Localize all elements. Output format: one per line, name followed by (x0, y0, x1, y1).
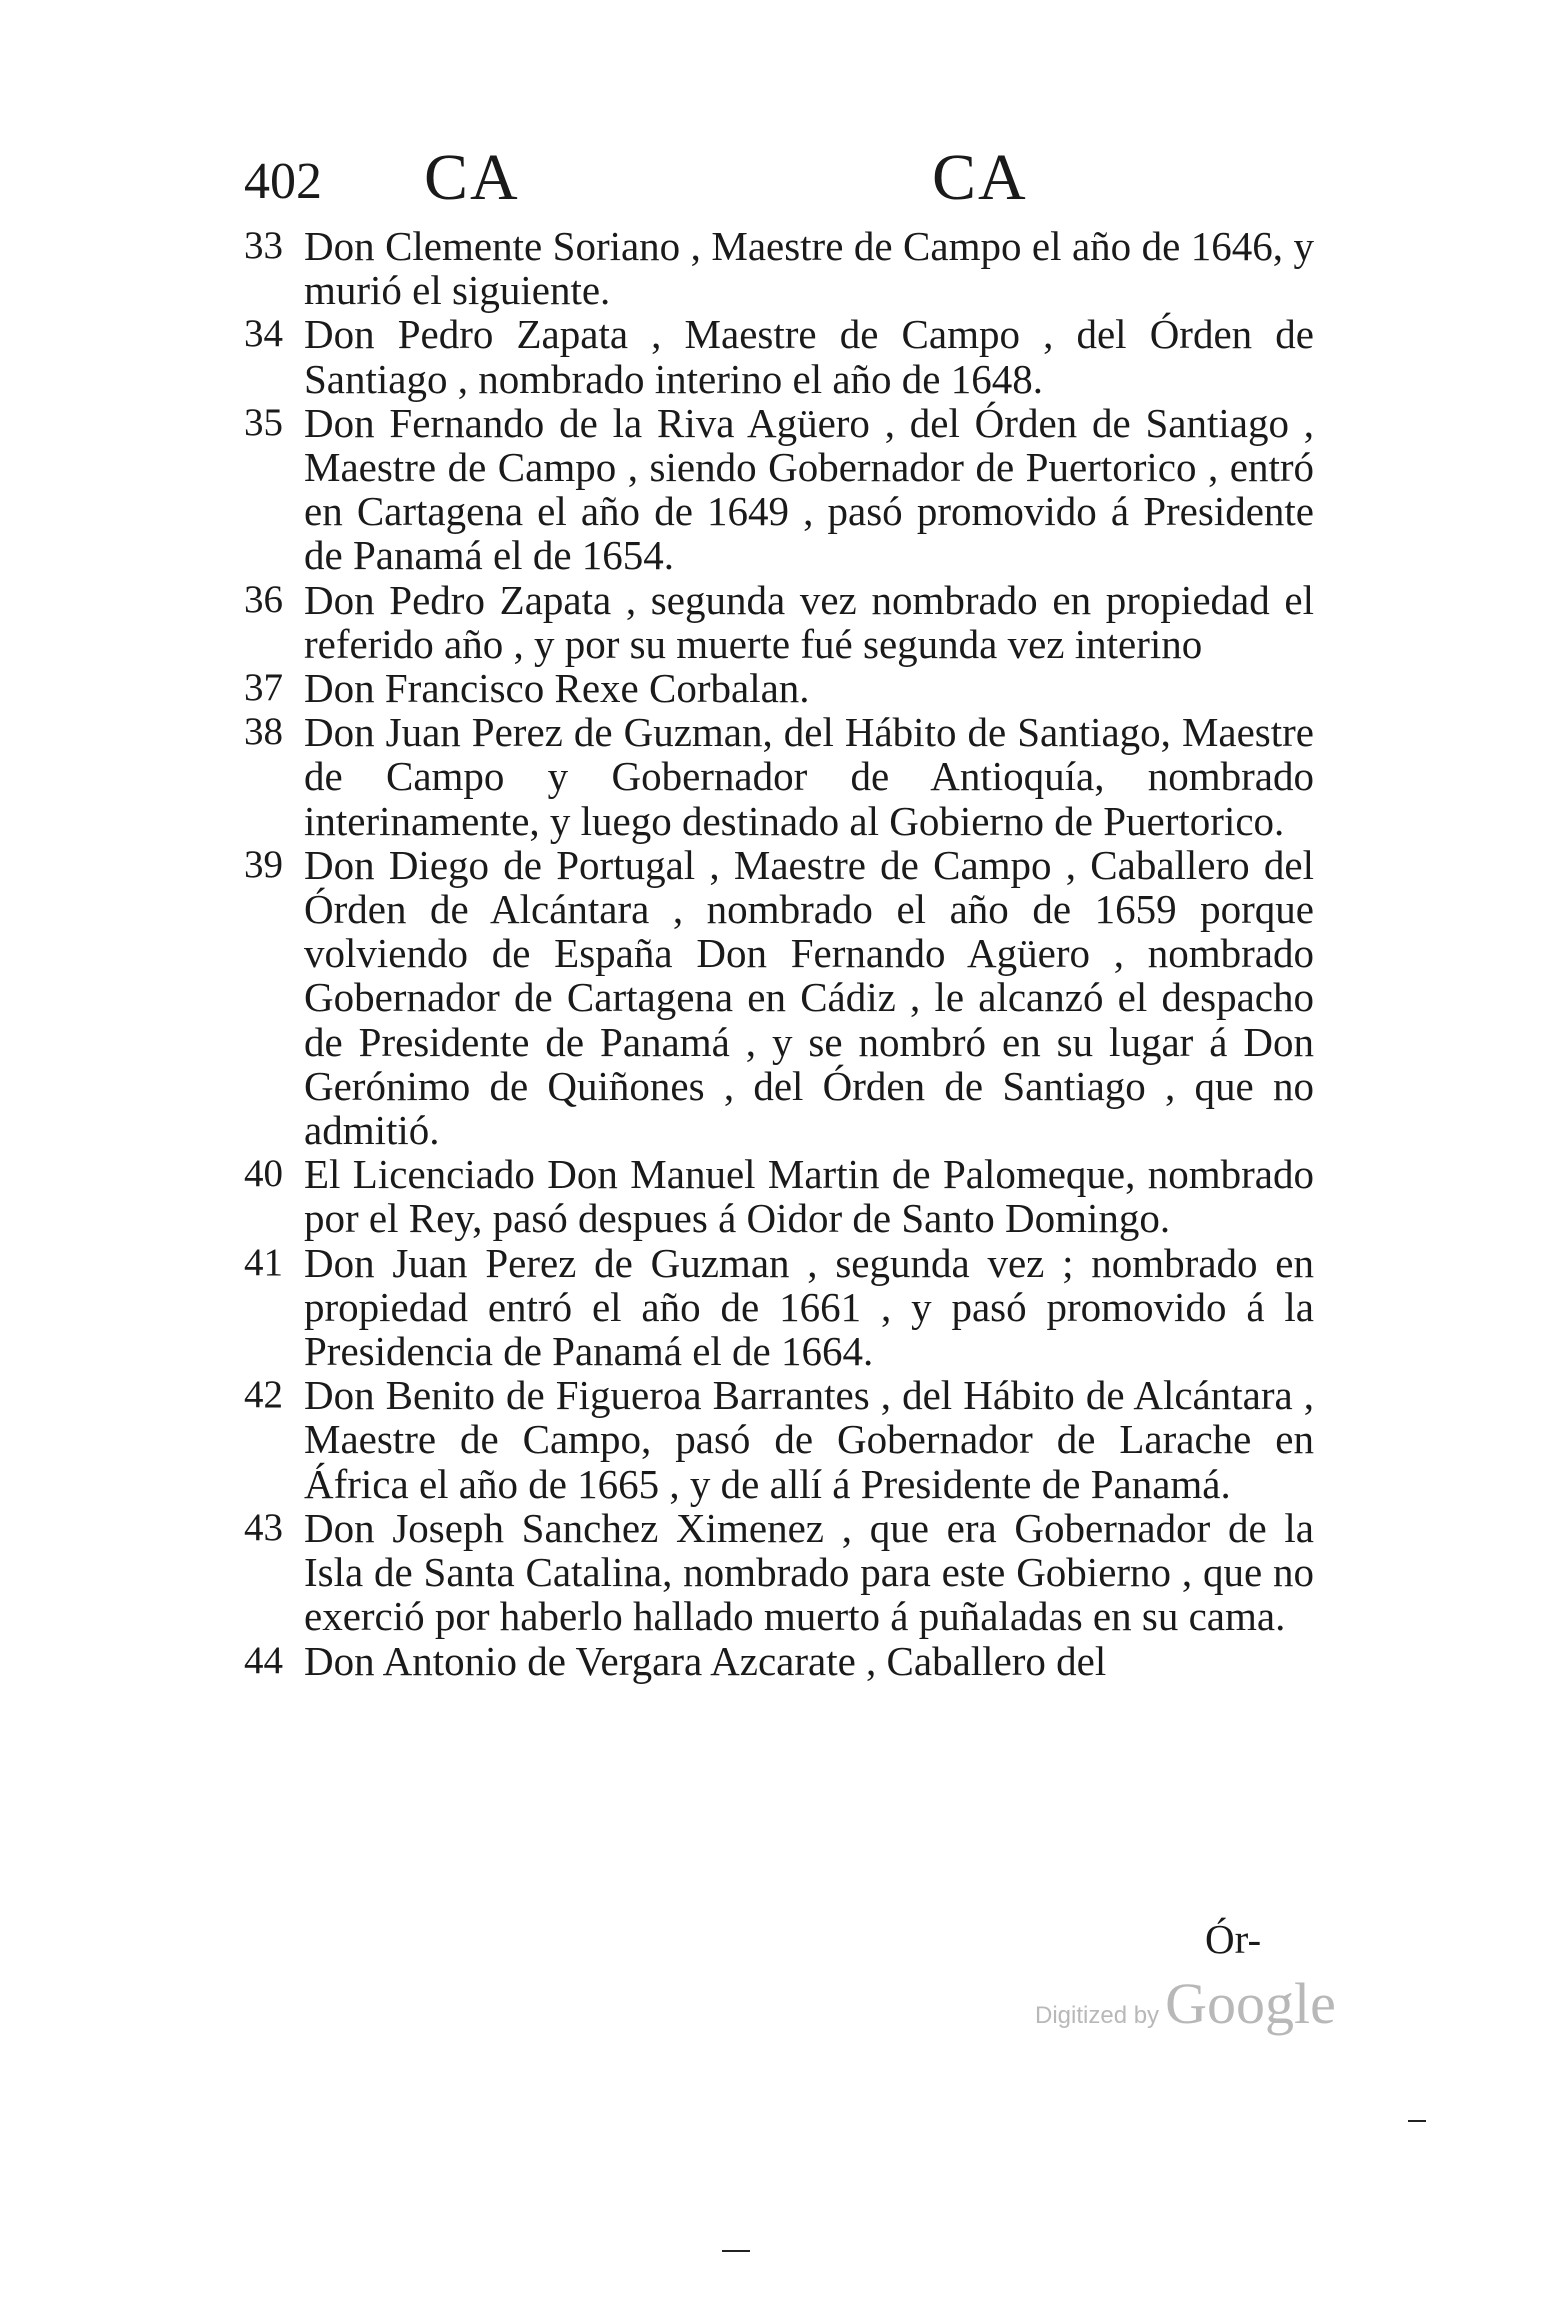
entry-number: 39 (244, 842, 283, 886)
entry-number: 43 (244, 1505, 283, 1549)
entry-number: 41 (244, 1240, 283, 1284)
entry-text: Don Pedro Zapata , Maestre de Campo , del Órden de Santiago , nombrado interino el año de 1648. (304, 311, 1314, 402)
list-entry-34 (244, 312, 1314, 400)
entry-number: 44 (244, 1638, 283, 1682)
entry-text: Don Pedro Zapata , segunda vez nombrado en propiedad el referido año , y por su muerte fué segunda vez interino (304, 576, 1314, 667)
running-head-right: CA (932, 141, 1028, 214)
list-entry-41 (244, 1241, 1314, 1374)
entry-text: El Licenciado Don Manuel Martin de Palomeque, nombrado por el Rey, pasó despues á Oidor de Santo Domingo. (304, 1151, 1314, 1242)
entry-number: 34 (244, 312, 283, 356)
watermark-prefix: Digitized by (1035, 2002, 1160, 2029)
entry-number: 40 (244, 1152, 283, 1196)
entry-text: Don Joseph Sanchez Ximenez , que era Gobernador de la Isla de Santa Catalina, nombrado para este Gobierno , que no exerció por haberlo hallado muerto á puñaladas en su cama. (304, 1504, 1314, 1640)
entry-text: Don Juan Perez de Guzman , segunda vez ; nombrado en propiedad entró el año de 1661 , y pasó promovido á la Presidencia de Panamá el de 1664. (304, 1239, 1314, 1375)
entry-number: 37 (244, 666, 283, 710)
list-entry-36 (244, 578, 1314, 666)
catchword: Ór- (1205, 1916, 1262, 1962)
entry-number: 33 (244, 224, 283, 267)
entry-text: Don Antonio de Vergara Azcarate , Caballero del (304, 1637, 1107, 1684)
page-number: 402 (244, 153, 322, 210)
watermark-brand: Google (1165, 1971, 1336, 2036)
list-entry-39 (244, 843, 1314, 1152)
list-entry-37 (244, 666, 1314, 710)
entry-text: Don Juan Perez de Guzman, del Hábito de Santiago, Maestre de Campo y Gobernador de Antioquía, nombrado interinamente, y luego destinado al Gobierno de Puertorico. (304, 709, 1314, 844)
running-head-left: CA (424, 141, 520, 214)
list-entry-43 (244, 1506, 1314, 1639)
entry-text: Don Clemente Soriano , Maestre de Campo el año de 1646, y murió el siguiente. (304, 223, 1314, 314)
entry-number: 36 (244, 577, 283, 621)
list-entry-35 (244, 401, 1314, 578)
list-entry-33 (244, 224, 1314, 312)
list-entry-40 (244, 1152, 1314, 1240)
list-entry-38 (244, 710, 1314, 843)
digitized-watermark (1035, 1970, 1336, 2037)
entry-number: 38 (244, 710, 283, 754)
scan-mark-bottom (722, 2250, 750, 2252)
entry-text: Don Fernando de la Riva Agüero , del Órden de Santiago , Maestre de Campo , siendo Gobernador de Puertorico , entró en Cartagena el año de 1649 , pasó promovido á Presidente de Panamá el de 1654. (304, 399, 1314, 579)
list-entry-44 (244, 1639, 1314, 1683)
list-entry-42 (244, 1373, 1314, 1506)
entry-text: Don Francisco Rexe Corbalan. (304, 665, 810, 712)
entry-text: Don Diego de Portugal , Maestre de Campo , Caballero del Órden de Alcántara , nombrado el año de 1659 porque volviendo de España Don Fernando Agüero , nombrado Gobernador de Cartagena en Cádiz , le alcanzó el despacho de Presidente de Panamá , y se nombró en su lugar á Don Gerónimo de Quiñones , del Órden de Santiago , que no admitió. (304, 841, 1314, 1154)
scan-mark-right (1408, 2120, 1426, 2122)
entry-number: 42 (244, 1373, 283, 1417)
entry-number: 35 (244, 400, 283, 444)
entry-list (244, 224, 1314, 1683)
entry-text: Don Benito de Figueroa Barrantes , del Hábito de Alcántara , Maestre de Campo, pasó de Gobernador de Larache en África el año de 1665 , y de allí á Presidente de Panamá. (304, 1372, 1314, 1507)
page-header (244, 140, 1304, 220)
